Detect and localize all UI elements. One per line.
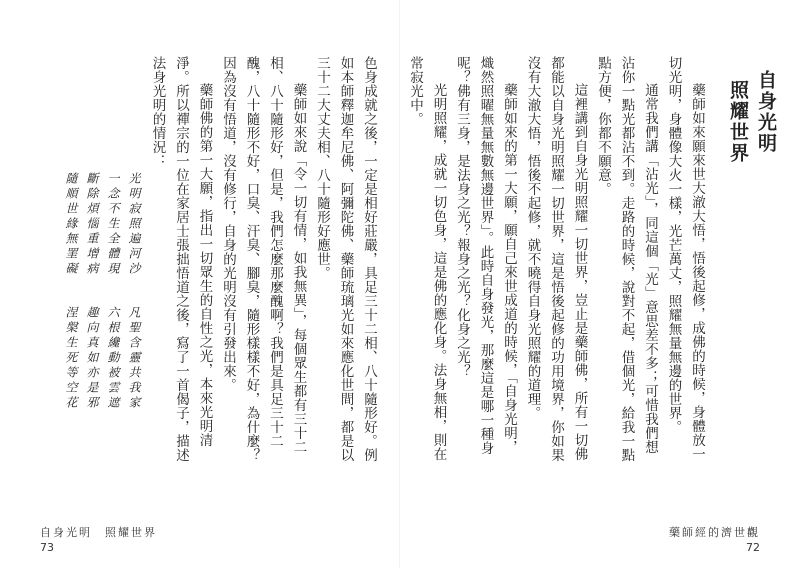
verse-half: 光明寂照遍河沙 xyxy=(127,172,141,277)
paragraph: 藥師如來說「令一切有情，如我無異」，每個眾生都有三十二相、八十隨形好，但是，我們怎麼那麼醜啊？我們是具足三十二醜，八十隨形不好，口臭、汗臭、腳臭，隨形樣樣不好，為什麼？因為沒有悟道，沒有修行，自身的光明沒有引發出來。 xyxy=(220,56,307,462)
verse-half: 趣向真如亦是邪 xyxy=(85,306,99,411)
page-number: 73 xyxy=(40,541,54,554)
verse-line xyxy=(60,172,81,411)
verse-half: 一念不生全體現 xyxy=(106,172,120,277)
verse-poem xyxy=(34,172,144,411)
paragraph: 光明照耀，成就一切色身，這是佛的應化身。法身無相，則在常寂光中。 xyxy=(407,56,447,461)
verse-half: 六根纔動被雲遮 xyxy=(106,306,120,411)
right-footer xyxy=(669,525,760,555)
page-number: 72 xyxy=(746,541,760,554)
right-body-text xyxy=(407,56,708,466)
right-page xyxy=(400,0,800,568)
verse-half: 涅槃生死等空花 xyxy=(64,306,78,411)
verse-half: 凡聖含靈共我家 xyxy=(127,306,141,411)
title-line: 自身光明 xyxy=(755,70,777,154)
paragraph: 藥師如來願來世大澈大悟，悟後起修，成佛的時候，身體放一切光明，身體像大火一樣，光芒萬丈，照耀無量無邊的世界。 xyxy=(665,56,705,461)
paragraph: 這裡講到自身光明照耀一切世界，豈止是藥師佛，所有一切佛都能以自身光明照耀一切世界，這是悟後起修的功用境界，你如果沒有大澈大悟，悟後不起修，就不曉得自身光照耀的道理。 xyxy=(524,56,588,462)
paragraph: 色身成就之後，一定是相好莊嚴，具足三十二相、八十隨形好。例如本師釋迦牟尼佛、阿彌陀佛、藥師琉璃光如來應化世間，都是以三十二大丈夫相、八十隨形好應世。 xyxy=(314,56,377,462)
paragraph: 藥師佛的第一大願，指出一切眾生的自性之光，本來光明清淨。所以禪宗的一位在家居士張拙悟道之後，寫了一首偈子，描述法身光明的情況： xyxy=(149,56,213,462)
verse-line xyxy=(102,172,123,411)
left-footer xyxy=(40,525,157,555)
verse-half: 隨順世緣無罣礙 xyxy=(64,172,78,277)
title-line: 照耀世界 xyxy=(727,80,749,164)
running-head: 自身光明 照耀世界 xyxy=(40,526,157,539)
verse-line xyxy=(81,172,102,411)
verse-line xyxy=(123,172,144,411)
verse-half: 斷除煩惱重增病 xyxy=(85,172,99,277)
paragraph: 藥師如來的第一大願，願自己來世成道的時候，「自身光明，熾然照曜無量無數無邊世界」。此時自身發光，那麼這是哪一種身呢？佛有三身，是法身之光？報身之光？化身之光？ xyxy=(454,56,517,456)
paragraph: 通常我們講「沾光」，同這個「光」意思差不多；可惜我們想沾你一點光都沾不到。走路的時候，說對不起，借個光，給我一點點方便，你都不願意。 xyxy=(595,56,658,462)
left-body-text xyxy=(148,56,380,466)
chapter-title xyxy=(724,70,780,164)
running-head: 藥師經的濟世觀 xyxy=(669,526,760,539)
